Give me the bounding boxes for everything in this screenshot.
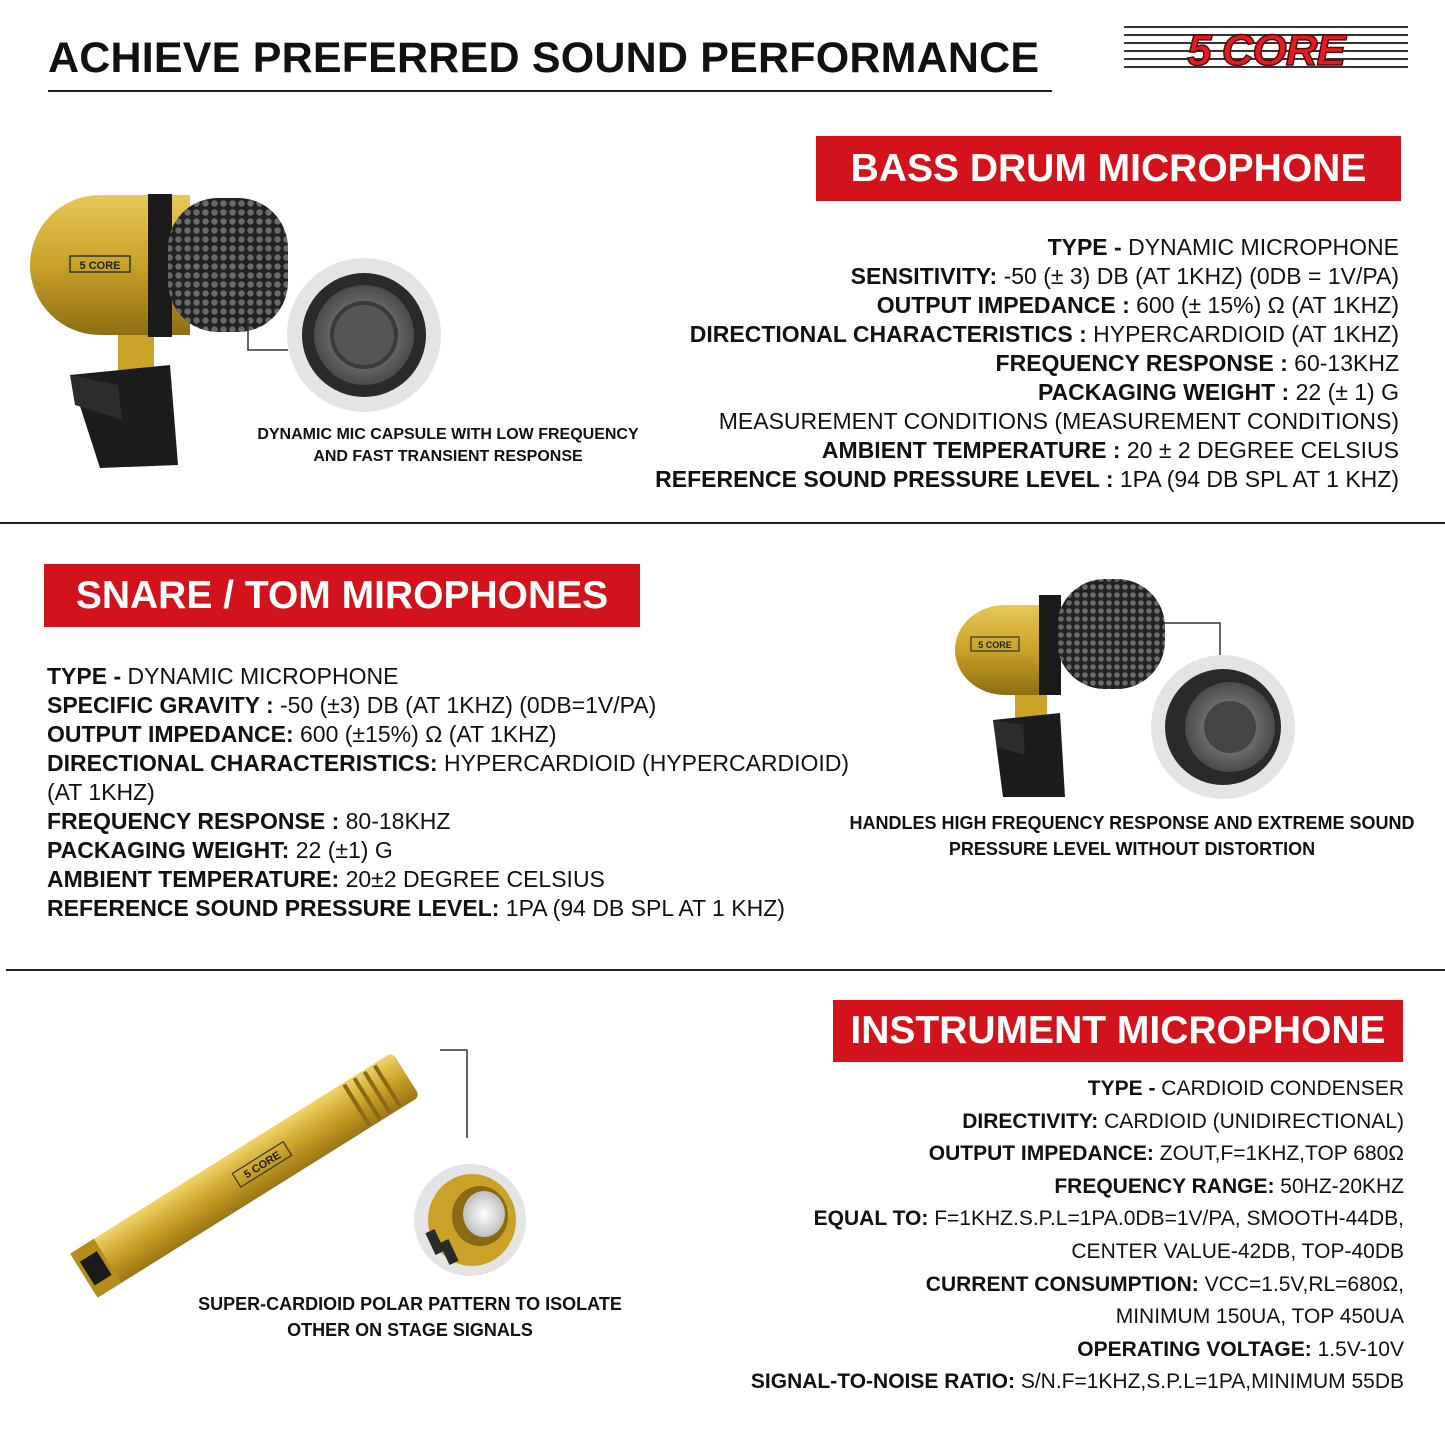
spec-row: CURRENT CONSUMPTION: VCC=1.5V,RL=680Ω, <box>925 1272 1404 1296</box>
spec-row: PACKAGING WEIGHT : 22 (± 1) G <box>1037 379 1399 405</box>
spec-row: OPERATING VOLTAGE: 1.5V-10V <box>1077 1337 1404 1361</box>
spec-row: AMBIENT TEMPERATURE: 20±2 DEGREE CELSIUS <box>47 866 605 892</box>
snare-caption <box>842 810 1422 862</box>
spec-row: FREQUENCY RESPONSE : 60-13KHZ <box>995 350 1399 376</box>
section-divider <box>6 969 1445 971</box>
spec-row: MINIMUM 150UA, TOP 450UA <box>1115 1305 1404 1329</box>
spec-row: DIRECTIONAL CHARACTERISTICS : HYPERCARDIOID (AT 1KHZ) <box>689 321 1399 347</box>
spec-row: SIGNAL-TO-NOISE RATIO: S/N.F=1KHZ,S.P.L=1PA,MINIMUM 55DB <box>750 1370 1404 1394</box>
spec-row: DIRECTIONAL CHARACTERISTICS: HYPERCARDIOID (HYPERCARDIOID) <box>47 750 850 776</box>
bass-specs <box>639 233 1399 494</box>
logo-text: 5 CORE <box>1187 26 1345 75</box>
spec-row: OUTPUT IMPEDANCE: 600 (±15%) Ω (AT 1KHZ) <box>47 721 557 747</box>
spec-row: CENTER VALUE-42DB, TOP-40DB <box>1071 1239 1404 1263</box>
section-divider <box>0 522 1445 524</box>
spec-row: OUTPUT IMPEDANCE: ZOUT,F=1KHZ,TOP 680Ω <box>928 1142 1404 1166</box>
page-title: ACHIEVE PREFERRED SOUND PERFORMANCE <box>48 34 1040 82</box>
bass-caption <box>238 424 658 468</box>
instrument-caption <box>150 1291 670 1343</box>
snare-caption-line1: HANDLES HIGH FREQUENCY RESPONSE AND EXTREME SOUND <box>849 813 1415 833</box>
spec-row: FREQUENCY RESPONSE : 80-18KHZ <box>47 808 451 834</box>
spec-row: EQUAL TO: F=1KHZ.S.P.L=1PA.0DB=1V/PA, SMOOTH-44DB, <box>813 1207 1404 1231</box>
bass-banner: BASS DRUM MICROPHONE <box>816 136 1401 201</box>
brand-logo <box>1124 26 1408 76</box>
instrument-caption-line1: SUPER-CARDIOID POLAR PATTERN TO ISOLATE <box>198 1294 622 1314</box>
spec-row: OUTPUT IMPEDANCE : 600 (± 15%) Ω (AT 1KHZ) <box>876 292 1399 318</box>
spec-row: SPECIFIC GRAVITY : -50 (±3) DB (AT 1KHZ) (0DB=1V/PA) <box>47 692 657 718</box>
bass-caption-line1: DYNAMIC MIC CAPSULE WITH LOW FREQUENCY <box>257 426 639 443</box>
spec-row: TYPE - DYNAMIC MICROPHONE <box>1047 234 1399 260</box>
instrument-specs <box>644 1073 1404 1399</box>
instrument-mic-brand: 5 CORE <box>241 1149 284 1182</box>
spec-row: MEASUREMENT CONDITIONS (MEASUREMENT CONDITIONS) <box>718 408 1399 434</box>
spec-row: (AT 1KHZ) <box>47 779 155 805</box>
snare-caption-line2: PRESSURE LEVEL WITHOUT DISTORTION <box>948 839 1316 859</box>
spec-row: TYPE - DYNAMIC MICROPHONE <box>47 663 399 689</box>
spec-row: DIRECTIVITY: CARDIOID (UNIDIRECTIONAL) <box>962 1109 1404 1133</box>
instrument-mic-image <box>40 1020 560 1320</box>
instrument-caption-line2: OTHER ON STAGE SIGNALS <box>287 1320 533 1340</box>
spec-row: REFERENCE SOUND PRESSURE LEVEL : 1PA (94 DB SPL AT 1 KHZ) <box>655 466 1399 492</box>
snare-banner: SNARE / TOM MIROPHONES <box>44 564 640 627</box>
snare-tom-mic-image <box>945 575 1305 805</box>
bass-mic-brand: 5 CORE <box>79 260 121 272</box>
spec-row: TYPE - CARDIOID CONDENSER <box>1087 1077 1404 1100</box>
spec-row: SENSITIVITY: -50 (± 3) DB (AT 1KHZ) (0DB = 1V/PA) <box>850 263 1399 289</box>
spec-row: PACKAGING WEIGHT: 22 (±1) G <box>47 837 393 863</box>
snare-specs <box>47 662 877 923</box>
spec-row: FREQUENCY RANGE: 50HZ-20KHZ <box>1054 1174 1404 1198</box>
title-underline <box>48 90 1052 92</box>
spec-row: REFERENCE SOUND PRESSURE LEVEL: 1PA (94 DB SPL AT 1 KHZ) <box>47 895 785 921</box>
bass-caption-line2: AND FAST TRANSIENT RESPONSE <box>313 448 583 465</box>
snare-mic-brand: 5 CORE <box>978 640 1012 650</box>
spec-row: AMBIENT TEMPERATURE : 20 ± 2 DEGREE CELSIUS <box>821 437 1399 463</box>
instrument-banner: INSTRUMENT MICROPHONE <box>833 1000 1403 1062</box>
